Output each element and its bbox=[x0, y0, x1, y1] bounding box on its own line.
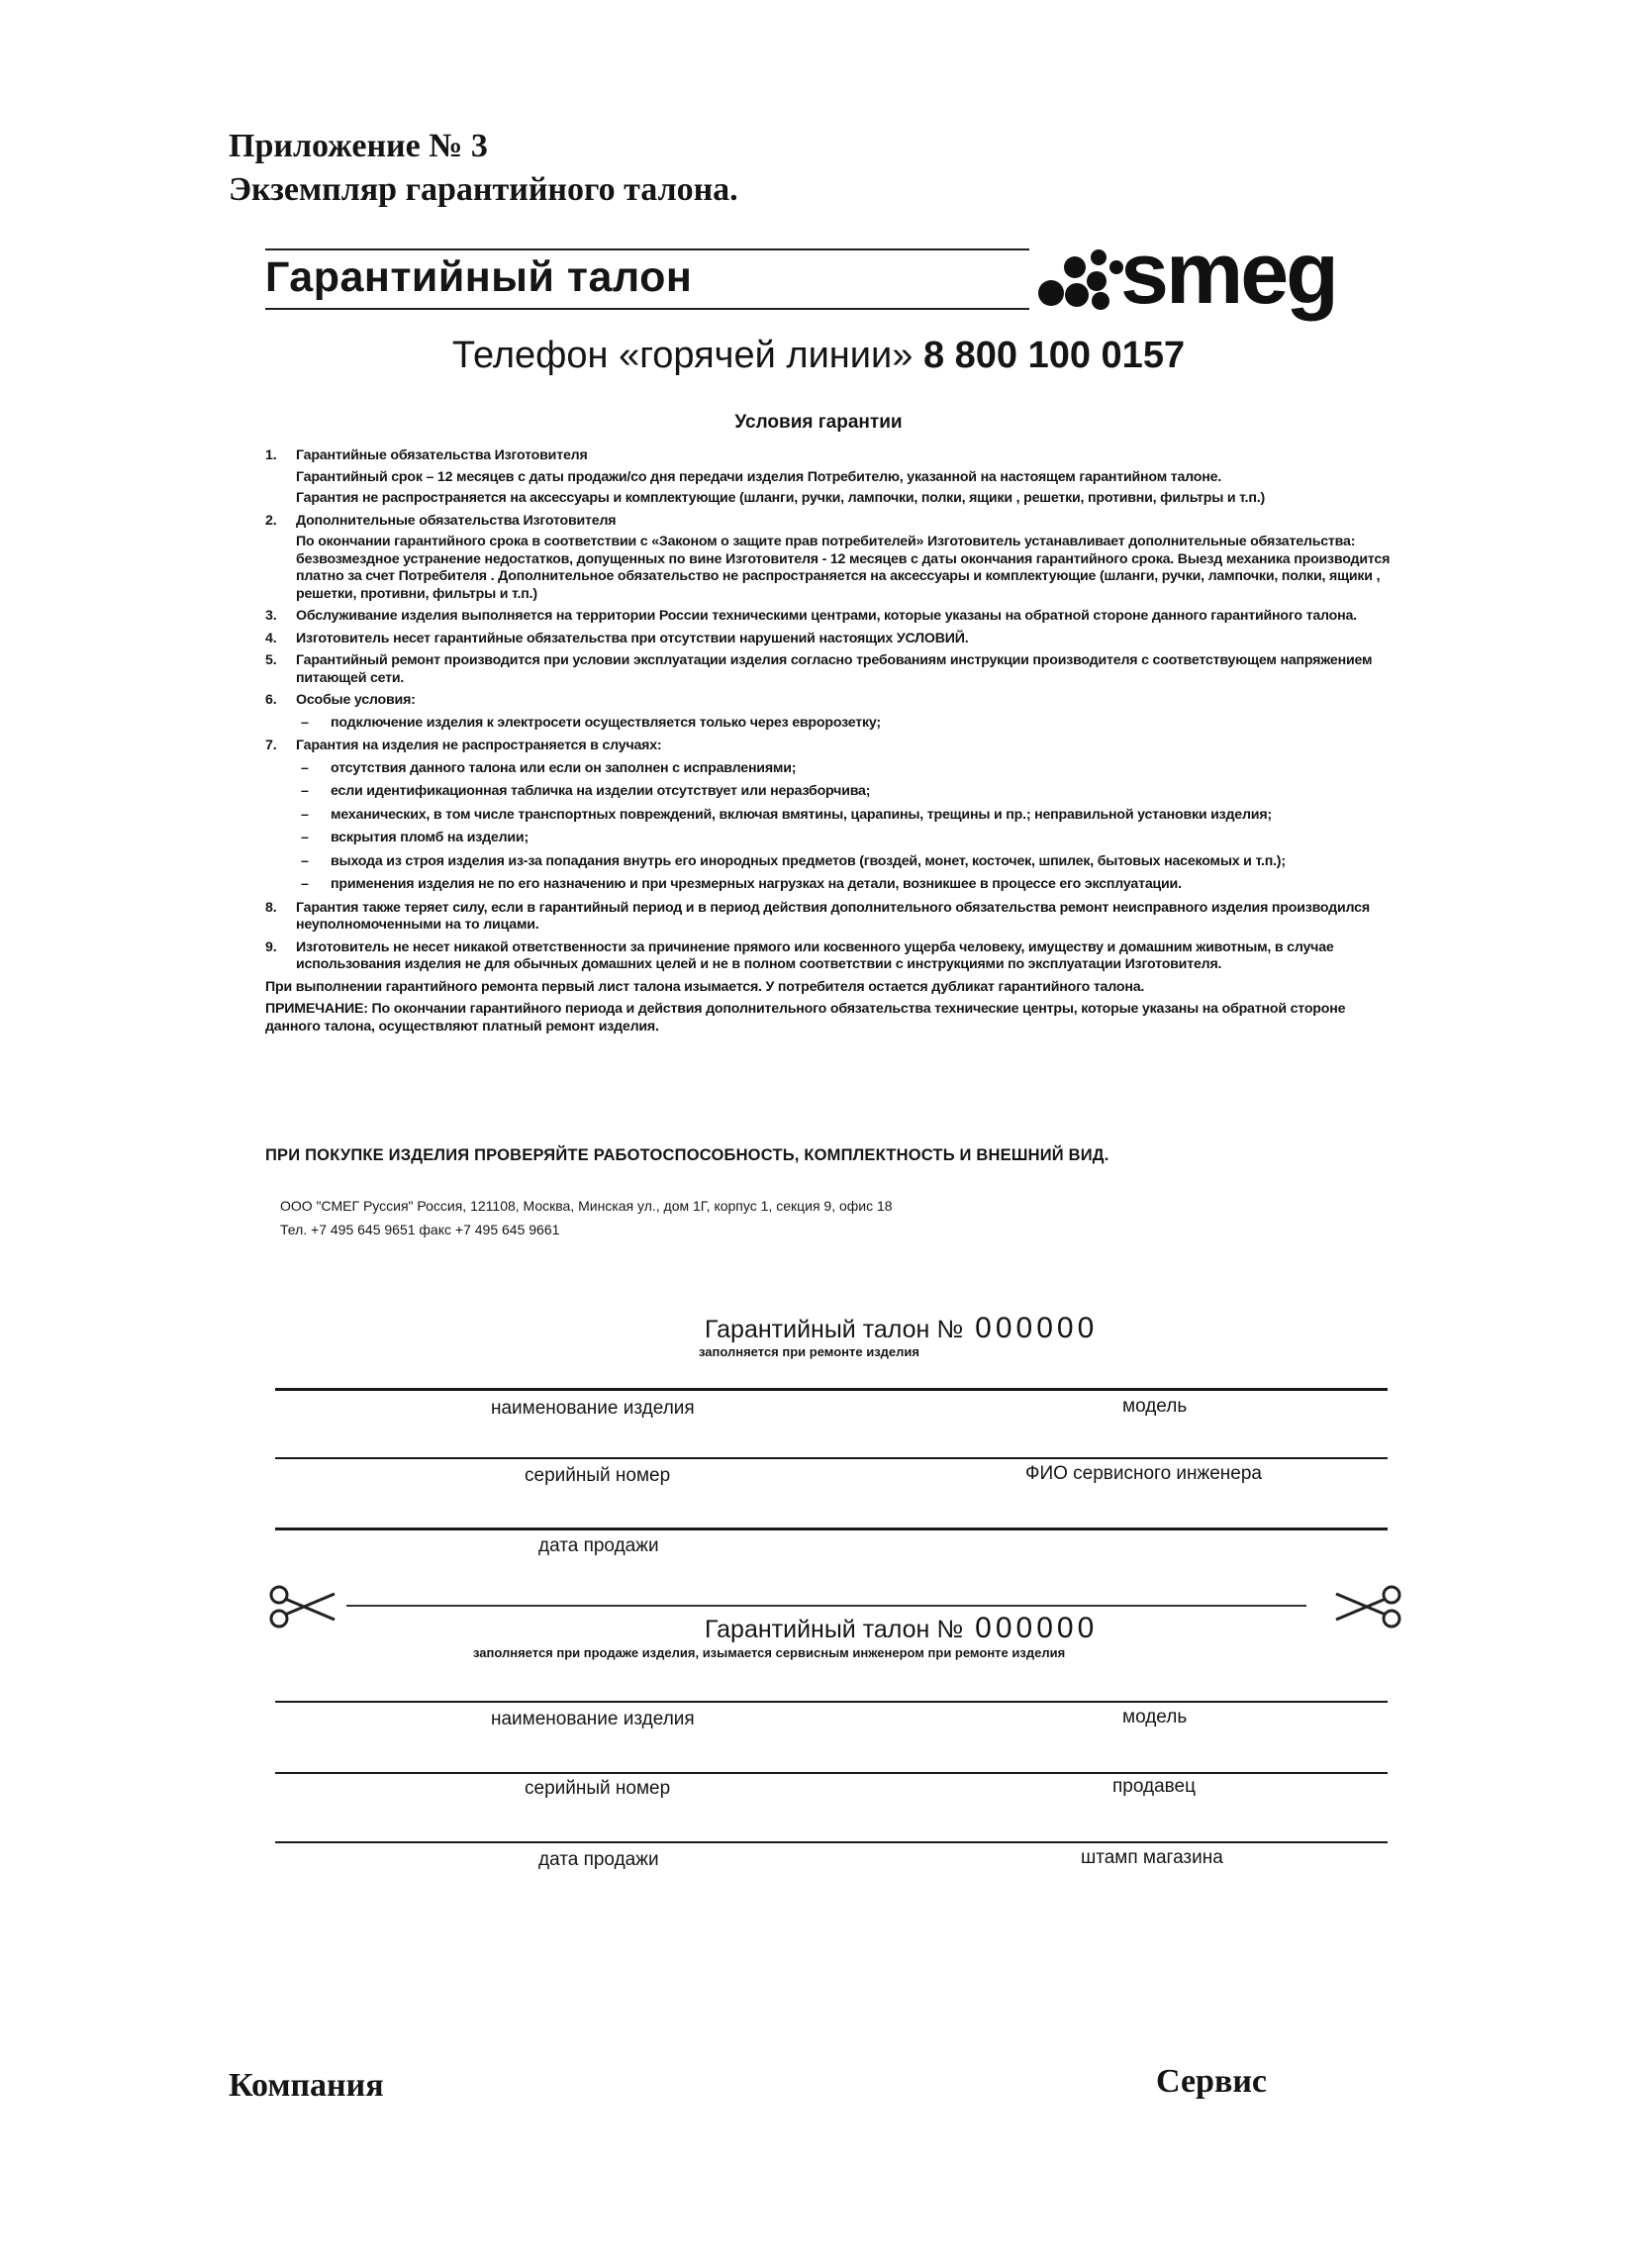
bullet-dash: – bbox=[301, 806, 309, 823]
bullet-dash: – bbox=[301, 876, 309, 892]
coupon-2-subtitle: заполняется при продаже изделия, изымается сервисным инженером при ремонте изделия bbox=[473, 1645, 1066, 1660]
bullet-dash: – bbox=[301, 759, 309, 776]
store-stamp-label: штамп магазина bbox=[1081, 1847, 1223, 1868]
seller-label: продавец bbox=[1112, 1776, 1196, 1797]
term-text: Гарантия на изделия не распространяется в случаях: bbox=[296, 738, 662, 753]
note-label: ПРИМЕЧАНИЕ: bbox=[265, 1001, 368, 1017]
sale-date-label: дата продажи bbox=[538, 1535, 659, 1556]
card-title: Гарантийный талон bbox=[265, 253, 693, 301]
term-text: Гарантийный ремонт производится при условии эксплуатации изделия согласно требованиям инструкции производителя с соответствующем напряжением питающей сети. bbox=[296, 652, 1373, 686]
company-address bbox=[280, 1194, 893, 1241]
term-text: Обслуживание изделия выполняется на территории России техническими центрами, которые указаны на обратной стороне данного гарантийного талона. bbox=[296, 608, 1357, 624]
term-number: 4. bbox=[265, 630, 277, 646]
coupon-label: Гарантийный талон № bbox=[705, 1316, 964, 1343]
coupon-1-title bbox=[705, 1312, 1098, 1345]
term-text: Изготовитель не несет никакой ответственности за причинение прямого или косвенного ущерба человеку, имуществу и домашним животным, в случае использования изделия не для обычных домашних целей и не в полном соответствии с инструкциями по эксплуатации Изготовителя. bbox=[296, 938, 1334, 972]
logo-dot bbox=[1092, 292, 1109, 310]
coupon-1-subtitle: заполняется при ремонте изделия bbox=[699, 1344, 919, 1359]
bullet-dash: – bbox=[301, 783, 309, 799]
term-text: Гарантия не распространяется на аксессуары и комплектующие (шланги, ручки, лампочки, полки, ящики , решетки, противни, фильтры и т.п.) bbox=[296, 490, 1265, 506]
term-item-5 bbox=[265, 652, 1399, 687]
logo-dot bbox=[1091, 249, 1107, 265]
hotline-label: Телефон «горячей линии» bbox=[451, 335, 914, 376]
footer-company: Компания bbox=[229, 2067, 384, 2104]
conditions-title: Условия гарантии bbox=[734, 412, 903, 433]
coupon-number: 000000 bbox=[975, 1312, 1099, 1344]
coupon-number: 000000 bbox=[975, 1612, 1099, 1644]
field-line bbox=[275, 1701, 1388, 1703]
bullet-dash: – bbox=[301, 830, 309, 845]
term-text: По окончании гарантийного срока в соответствии с «Законом о защите прав потребителей» Изготовитель устанавливает дополнительные обязательства: безвозмездное устранение недостатков, допущенных по вине Изготовителя - 12 месяцев с даты окончания гарантийного срока. Выезд механика производится платно за счет Потребителя . Дополнительное обязательство не распространяется на аксессуары и комплектующие (шланги, ручки, лампочки, полки, ящики , решетки, противни, фильтры и т.п.) bbox=[296, 534, 1391, 602]
serial-number-label: серийный номер bbox=[525, 1778, 671, 1799]
term-number: 8. bbox=[265, 899, 277, 916]
field-line bbox=[275, 1457, 1388, 1459]
term-item-6 bbox=[265, 692, 1399, 710]
bullet-text: механических, в том числе транспортных повреждений, включая вмятины, царапины, трещины и пр.; неправильной установки изделия; bbox=[331, 806, 1272, 823]
hotline bbox=[0, 335, 1637, 377]
title-rule-bottom bbox=[265, 308, 1029, 310]
term-item-9 bbox=[265, 939, 1399, 974]
appendix-heading bbox=[229, 125, 738, 212]
warranty-terms bbox=[265, 447, 1399, 1040]
term-item-1 bbox=[265, 447, 1399, 508]
logo-dot bbox=[1038, 280, 1064, 306]
sale-date-label: дата продажи bbox=[538, 1849, 659, 1870]
bullet-text: подключение изделия к электросети осуществляется только через евророзетку; bbox=[331, 714, 881, 731]
bullet-text: вскрытия пломб на изделии; bbox=[331, 830, 529, 845]
term-bullet bbox=[265, 807, 1399, 825]
bullet-text: применения изделия не по его назначению и при чрезмерных нагрузках на детали, возникшее в процессе его эксплуатации. bbox=[331, 876, 1182, 892]
product-name-label: наименование изделия bbox=[491, 1709, 695, 1729]
bullet-text: выхода из строя изделия из-за попадания внутрь его инородных предметов (гвоздей, монет, косточек, шпилек, бытовых насекомых и т.п.); bbox=[331, 852, 1286, 869]
note bbox=[265, 1001, 1399, 1035]
term-text: Гарантийные обязательства Изготовителя bbox=[296, 447, 588, 463]
bullet-dash: – bbox=[301, 714, 309, 731]
product-name-label: наименование изделия bbox=[491, 1398, 695, 1419]
phone-fax-line: Тел. +7 495 645 9651 факс +7 495 645 9661 bbox=[280, 1222, 560, 1237]
term-text: Гарантийный срок – 12 месяцев с даты продажи/со дня передачи изделия Потребителю, указанной на настоящем гарантийном талоне. bbox=[296, 468, 1222, 485]
term-number: 2. bbox=[265, 512, 277, 529]
term-number: 6. bbox=[265, 692, 277, 708]
term-item-8 bbox=[265, 900, 1399, 935]
service-engineer-label: ФИО сервисного инженера bbox=[1025, 1463, 1262, 1484]
appendix-description: Экземпляр гарантийного талона. bbox=[229, 171, 738, 208]
repair-note: При выполнении гарантийного ремонта первый лист талона изымается. У потребителя остается дубликат гарантийного талона. bbox=[265, 978, 1145, 995]
term-item-7 bbox=[265, 738, 1399, 755]
field-line bbox=[275, 1841, 1388, 1843]
field-line bbox=[275, 1772, 1388, 1774]
term-text: Дополнительные обязательства Изготовителя bbox=[296, 512, 617, 529]
appendix-number: Приложение № 3 bbox=[229, 128, 488, 164]
term-bullet bbox=[265, 783, 1399, 801]
footer-service: Сервис bbox=[1156, 2063, 1268, 2100]
term-number: 1. bbox=[265, 447, 277, 463]
model-label: модель bbox=[1122, 1396, 1188, 1417]
logo-dot bbox=[1087, 271, 1107, 291]
term-bullet bbox=[265, 876, 1399, 894]
term-number: 7. bbox=[265, 738, 277, 753]
model-label: модель bbox=[1122, 1707, 1188, 1727]
bullet-dash: – bbox=[301, 852, 309, 869]
term-item-2 bbox=[265, 513, 1399, 604]
field-line bbox=[275, 1388, 1388, 1391]
bullet-text: отсутствия данного талона или если он заполнен с исправлениями; bbox=[331, 759, 797, 776]
term-bullet bbox=[265, 853, 1399, 871]
term-text: Гарантия также теряет силу, если в гарантийный период и в период действия дополнительного обязательства ремонт неисправного изделия производился неуполномоченными на то лицами. bbox=[296, 899, 1370, 933]
scissors-left-icon bbox=[269, 1584, 338, 1629]
term-text: Особые условия: bbox=[296, 692, 416, 708]
logo-dot bbox=[1065, 283, 1089, 307]
coupon-2-title bbox=[705, 1612, 1098, 1645]
note-text: По окончании гарантийного периода и действия дополнительного обязательства технические центры, которые указаны на обратной стороне данного талона, осуществляют платный ремонт изделия. bbox=[265, 1001, 1346, 1035]
term-number: 9. bbox=[265, 938, 277, 955]
scissors-right-icon bbox=[1332, 1584, 1401, 1629]
title-rule-top bbox=[265, 248, 1029, 250]
term-item-4 bbox=[265, 631, 1399, 648]
smeg-logo-text: smeg bbox=[1120, 224, 1336, 322]
coupon-label: Гарантийный талон № bbox=[705, 1616, 964, 1643]
address-line: ООО "СМЕГ Руссия" Россия, 121108, Москва, Минская ул., дом 1Г, корпус 1, секция 9, офис 18 bbox=[280, 1198, 893, 1214]
term-bullet bbox=[265, 830, 1399, 847]
field-line bbox=[275, 1528, 1388, 1530]
term-number: 5. bbox=[265, 652, 277, 668]
hotline-number: 8 800 100 0157 bbox=[922, 335, 1186, 376]
serial-number-label: серийный номер bbox=[525, 1465, 671, 1486]
term-bullet bbox=[265, 760, 1399, 778]
term-text: Изготовитель несет гарантийные обязательства при отсутствии нарушений настоящих УСЛОВИЙ. bbox=[296, 630, 969, 646]
purchase-check-notice: ПРИ ПОКУПКЕ ИЗДЕЛИЯ ПРОВЕРЯЙТЕ РАБОТОСПОСОБНОСТЬ, КОМПЛЕКТНОСТЬ И ВНЕШНИЙ ВИД. bbox=[265, 1146, 1109, 1164]
logo-dot bbox=[1064, 256, 1086, 278]
bullet-text: если идентификационная табличка на изделии отсутствует или неразборчива; bbox=[331, 783, 871, 799]
cut-line bbox=[346, 1605, 1306, 1607]
term-bullet bbox=[265, 715, 1399, 733]
term-number: 3. bbox=[265, 608, 277, 624]
term-item-3 bbox=[265, 608, 1399, 626]
